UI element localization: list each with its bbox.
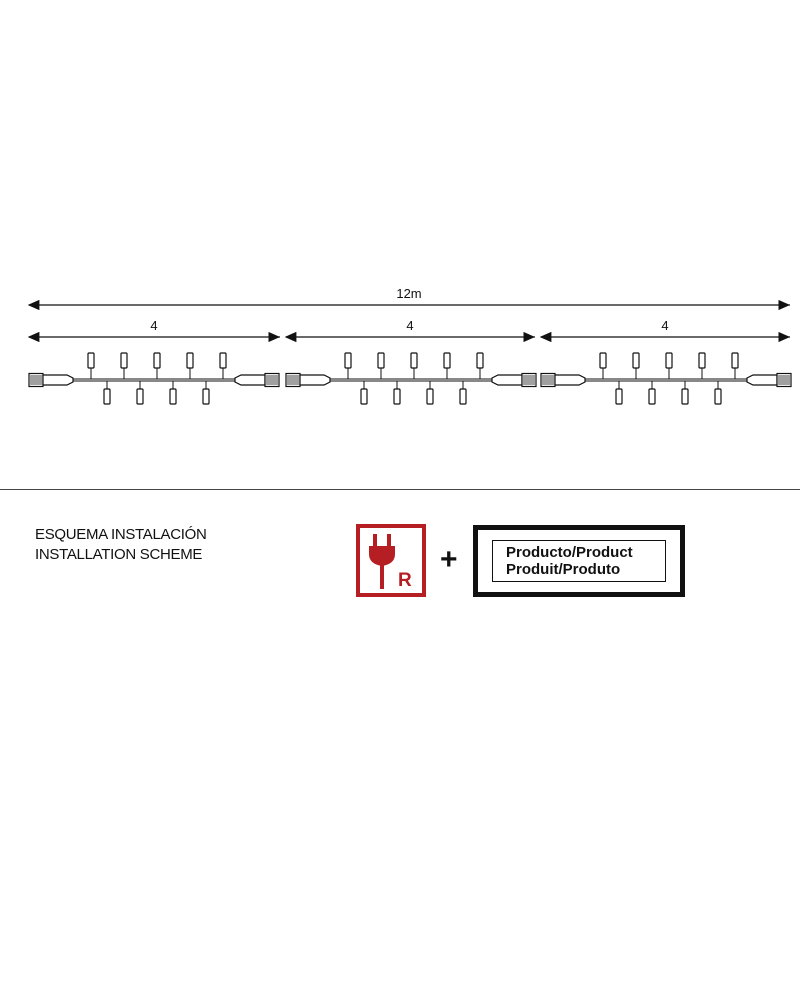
led-bulb	[187, 353, 193, 368]
led-bulb	[121, 353, 127, 368]
segment-dimension-3	[541, 318, 790, 337]
led-bulb	[394, 389, 400, 404]
connector-body	[555, 375, 585, 385]
light-strings	[29, 353, 791, 404]
led-bulb	[104, 389, 110, 404]
plug-letter: R	[398, 570, 412, 591]
segment-dimension-2	[286, 318, 535, 337]
led-bulb	[170, 389, 176, 404]
led-bulb	[600, 353, 606, 368]
total-dimension-label: 12m	[396, 286, 422, 301]
section-divider	[0, 489, 800, 490]
segment-dimension-label: 4	[406, 318, 414, 333]
led-bulb	[88, 353, 94, 368]
scheme-title-en: INSTALLATION SCHEME	[35, 546, 203, 563]
led-bulb	[666, 353, 672, 368]
led-bulb	[633, 353, 639, 368]
led-bulb	[361, 389, 367, 404]
led-bulb	[682, 389, 688, 404]
led-bulb	[715, 389, 721, 404]
connector-male	[747, 375, 777, 385]
segment-dimension-label: 4	[150, 318, 158, 333]
led-bulb	[699, 353, 705, 368]
led-bulb	[460, 389, 466, 404]
led-bulb	[203, 389, 209, 404]
installation-diagram	[0, 0, 800, 480]
led-bulb	[649, 389, 655, 404]
product-label-line2: Produit/Produto	[506, 561, 621, 578]
product-label	[492, 540, 666, 582]
connector-body	[43, 375, 73, 385]
product-label-line1: Producto/Product	[506, 544, 633, 561]
connector-male	[235, 375, 265, 385]
segment-dimension-label: 4	[661, 318, 669, 333]
led-bulb	[444, 353, 450, 368]
scheme-title-es: ESQUEMA INSTALACIÓN	[35, 526, 207, 543]
plug-icon	[360, 528, 422, 593]
led-bulb	[220, 353, 226, 368]
led-bulb	[154, 353, 160, 368]
light-string-segment	[541, 353, 791, 404]
product-box	[473, 525, 685, 597]
total-dimension	[29, 286, 790, 305]
led-bulb	[411, 353, 417, 368]
plus-sign: +	[440, 543, 458, 576]
led-bulb	[477, 353, 483, 368]
led-bulb	[616, 389, 622, 404]
plug-badge	[356, 524, 426, 597]
connector-body	[300, 375, 330, 385]
connector-male	[492, 375, 522, 385]
light-string-segment	[29, 353, 279, 404]
light-string-segment	[286, 353, 536, 404]
led-bulb	[732, 353, 738, 368]
led-bulb	[378, 353, 384, 368]
led-bulb	[345, 353, 351, 368]
led-bulb	[427, 389, 433, 404]
led-bulb	[137, 389, 143, 404]
segment-dimension-1	[29, 318, 280, 337]
scheme-title	[35, 525, 207, 565]
